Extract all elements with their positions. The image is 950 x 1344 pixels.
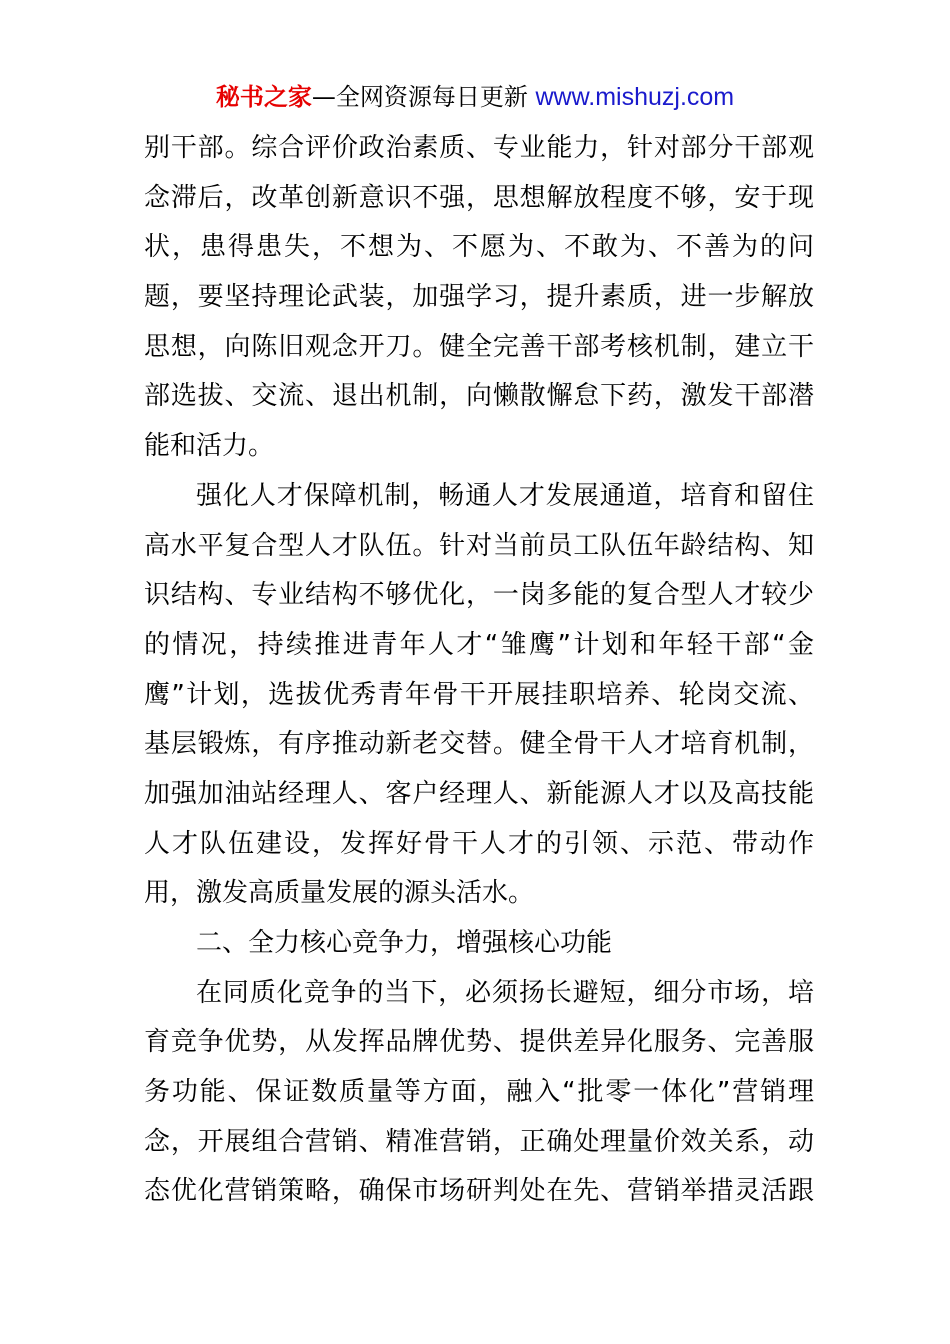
text-line: 题，要坚持理论武装，加强学习，提升素质，进一步解放 bbox=[144, 282, 814, 313]
text-line: 别干部。综合评价政治素质、专业能力，针对部分干部观 bbox=[144, 133, 814, 163]
text-line: 能和活力。 bbox=[144, 431, 275, 462]
text-line: 人才队伍建设，发挥好骨干人才的引领、示范、带动作 bbox=[144, 828, 814, 859]
text-line: 务功能、保证数质量等方面，融入“批零一体化”营销理 bbox=[144, 1077, 814, 1108]
text-line: 育竞争优势，从发挥品牌优势、提供差异化服务、完善服 bbox=[144, 1027, 814, 1058]
text-line: 的情况，持续推进青年人才“雏鹰”计划和年轻干部“金 bbox=[144, 629, 814, 660]
text-line: 用，激发高质量发展的源头活水。 bbox=[144, 878, 535, 909]
text-line: 态优化营销策略，确保市场研判处在先、营销举措灵活跟 bbox=[144, 1176, 814, 1207]
section-heading: 二、全力核心竞争力，增强核心功能 bbox=[196, 928, 613, 958]
site-header bbox=[0, 80, 950, 114]
text-line: 念，开展组合营销、精准营销，正确处理量价效关系，动 bbox=[144, 1126, 814, 1157]
text-line: 状，患得患失，不想为、不愿为、不敢为、不善为的问 bbox=[144, 232, 814, 263]
text-line: 加强加油站经理人、客户经理人、新能源人才以及高技能 bbox=[144, 778, 814, 809]
paragraph-first-line: 强化人才保障机制，畅通人才发展通道，培育和留住 bbox=[196, 480, 814, 511]
site-url-link[interactable]: www.mishuzj.com bbox=[535, 83, 735, 111]
site-tagline: —全网资源每日更新 bbox=[311, 83, 536, 111]
text-line: 鹰”计划，选拔优秀青年骨干开展挂职培养、轮岗交流、 bbox=[144, 679, 814, 710]
text-line: 部选拔、交流、退出机制，向懒散懈怠下药，激发干部潜 bbox=[144, 381, 814, 412]
document-body bbox=[144, 124, 814, 1217]
text-line: 念滞后，改革创新意识不强，思想解放程度不够，安于现 bbox=[144, 182, 814, 213]
text-line: 思想，向陈旧观念开刀。健全完善干部考核机制，建立干 bbox=[144, 331, 814, 362]
text-line: 基层锻炼，有序推动新老交替。健全骨干人才培育机制， bbox=[144, 729, 814, 760]
text-line: 识结构、专业结构不够优化，一岗多能的复合型人才较少 bbox=[144, 580, 814, 611]
text-line: 高水平复合型人才队伍。针对当前员工队伍年龄结构、知 bbox=[144, 530, 814, 561]
site-brand: 秘书之家 bbox=[215, 83, 312, 111]
paragraph-first-line: 在同质化竞争的当下，必须扬长避短，细分市场，培 bbox=[196, 977, 814, 1008]
